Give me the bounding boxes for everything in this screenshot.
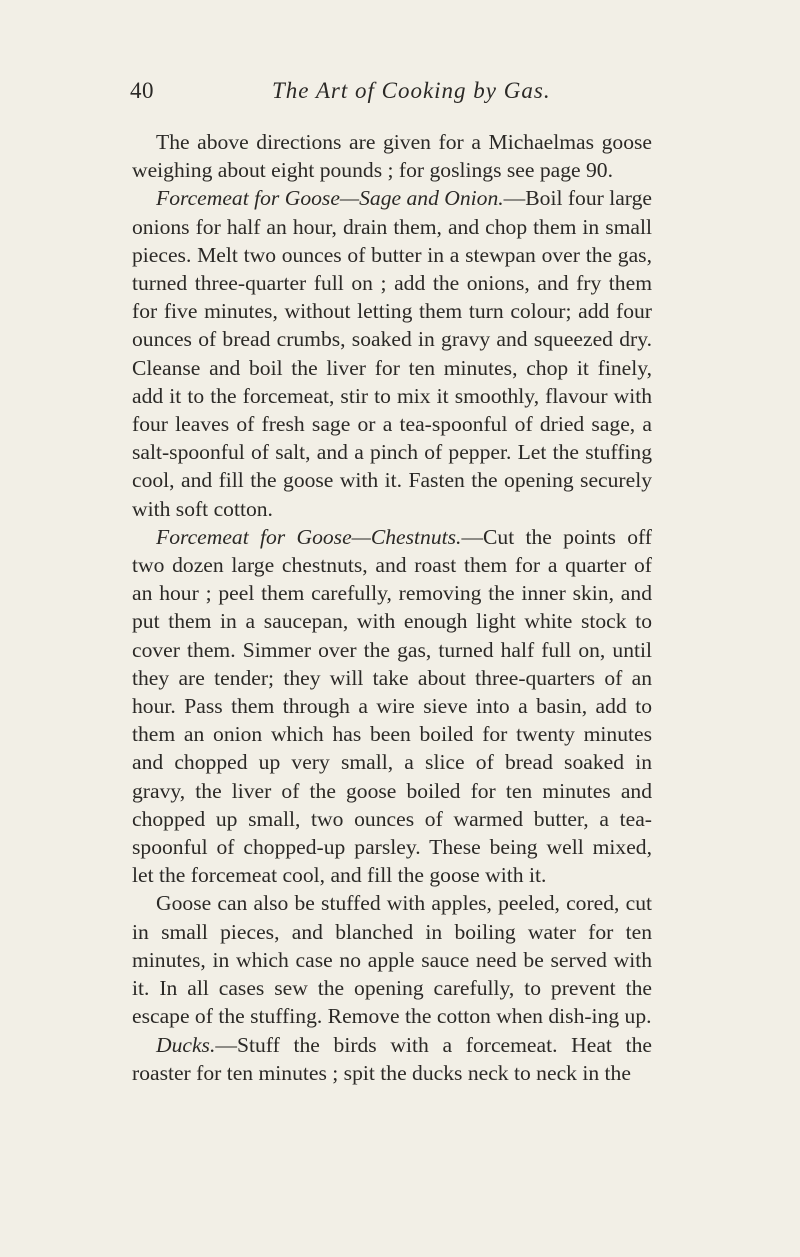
paragraph <box>132 128 652 184</box>
paragraph-text: —Stuff the birds with a forcemeat. Heat the roaster for ten minutes ; spit the ducks neck to neck in the <box>132 1032 652 1085</box>
paragraph-text: The above directions are given for a Michaelmas goose weighing about eight pounds ; for goslings see page 90. <box>132 130 652 183</box>
paragraph-text: —Boil four large onions for half an hour, drain them, and chop them in small pieces. Melt two ounces of butter in a stewpan over the gas, turned three-quarter full on ; add the onions, and fry them for five minutes, without letting them turn colour; add four ounces of bread crumbs, soaked in gravy and squeezed dry. Cleanse and boil the liver for ten minutes, chop it finely, add it to the forcemeat, stir to mix it smoothly, flavour with four leaves of fresh sage or a tea-spoonful of dried sage, a salt-spoonful of salt, and a pinch of pepper. Let the stuffing cool, and fill the goose with it. Fasten the opening securely with soft cotton. <box>132 186 652 521</box>
paragraph <box>132 889 652 1030</box>
paragraph-text: —Cut the points off two dozen large chestnuts, and roast them for a quarter of an hour ; peel them carefully, removing the inner skin, and put them in a saucepan, with enough light white stock to cover them. Simmer over the gas, turned half full on, until they are tender; they will take about three-quarters of an hour. Pass them through a wire sieve into a basin, add to them an onion which has been boiled for twenty minutes and chopped up very small, a slice of bread soaked in gravy, the liver of the goose boiled for ten minutes and chopped up small, two ounces of warmed butter, a tea-spoonful of chopped-up parsley. These being well mixed, let the forcemeat cool, and fill the goose with it. <box>132 524 653 888</box>
recipe-heading: Forcemeat for Goose—Sage and Onion. <box>156 186 504 211</box>
body-text <box>132 128 652 1087</box>
paragraph-text: Goose can also be stuffed with apples, peeled, cored, cut in small pieces, and blanched in boiling water for ten minutes, in which case no apple sauce need be served with it. In all cases sew the opening carefully, to prevent the escape of the stuffing. Remove the cotton when dish-ing up. <box>132 891 652 1029</box>
running-title: The Art of Cooking by Gas. <box>272 78 551 103</box>
recipe-heading: Forcemeat for Goose—Chestnuts. <box>156 524 462 549</box>
recipe-heading: Ducks. <box>156 1032 216 1057</box>
paragraph <box>132 523 652 890</box>
paragraph <box>132 184 652 522</box>
page-number: 40 <box>130 78 154 103</box>
page-header <box>130 78 650 112</box>
paragraph <box>132 1031 652 1087</box>
